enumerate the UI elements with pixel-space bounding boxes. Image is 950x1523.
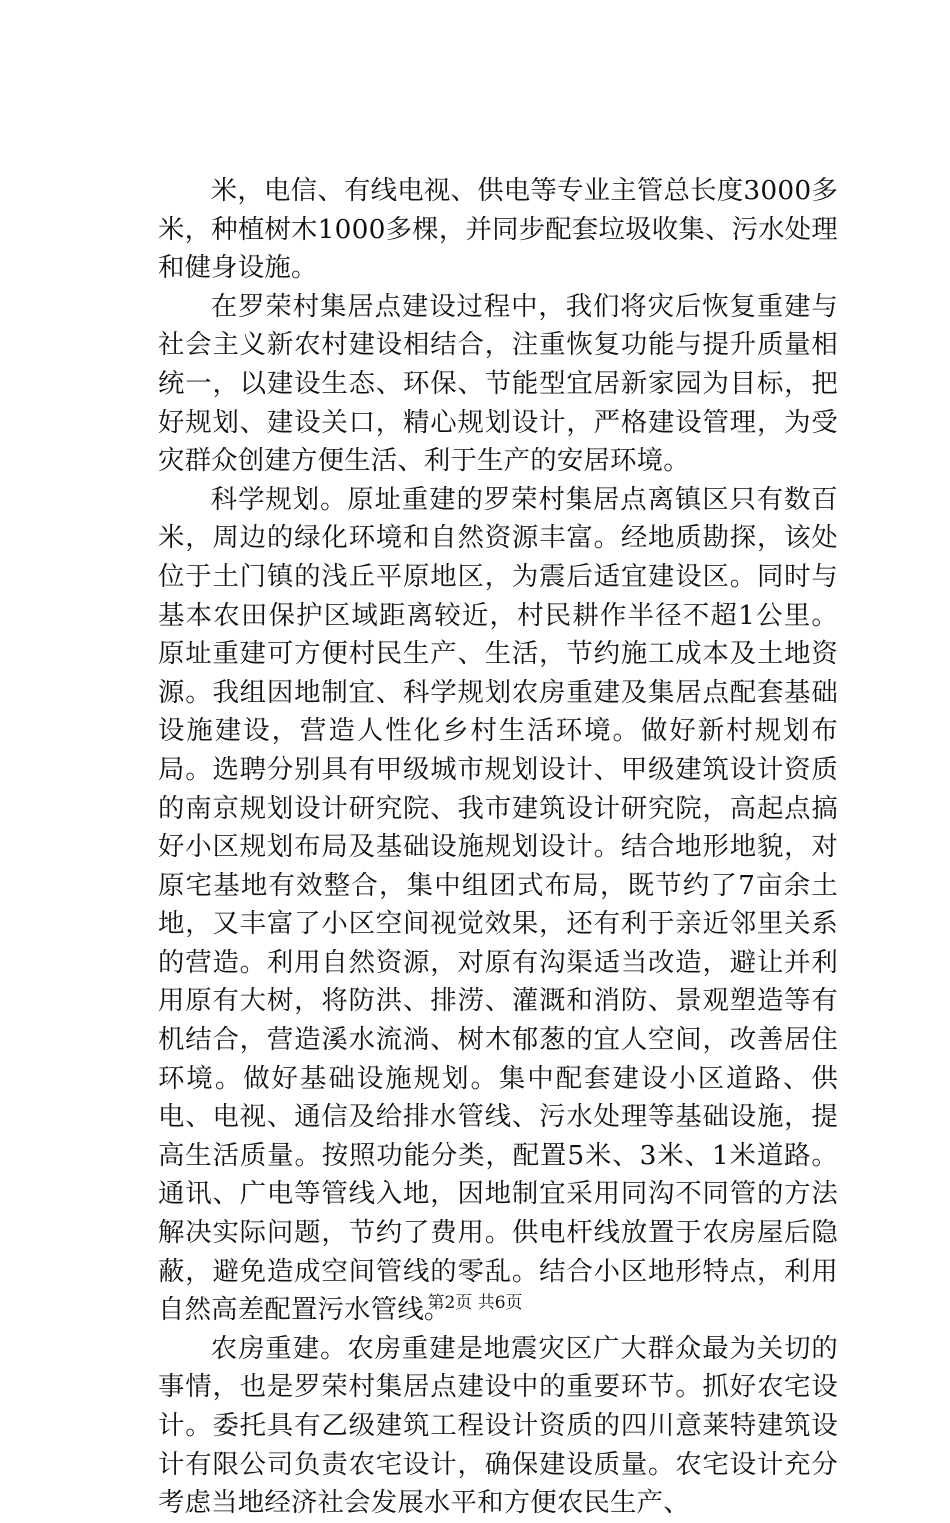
- paragraph-continuation: 米，电信、有线电视、供电等专业主管总长度3000多米，种植树木1000多棵，并同步配套垃圾收集、污水处理和健身设施。: [158, 175, 838, 284]
- paragraph-intro: 在罗荣村集居点建设过程中，我们将灾后恢复重建与社会主义新农村建设相结合，注重恢复功能与提升质量相统一，以建设生态、环保、节能型宜居新家园为目标，把好规划、建设关口，精心规划设计，严格建设管理，为受灾群众创建方便生活、利于生产的安居环境。: [158, 290, 838, 477]
- paragraph-scientific-planning: 科学规划。原址重建的罗荣村集居点离镇区只有数百米，周边的绿化环境和自然资源丰富。经地质勘探，该处位于土门镇的浅丘平原地区，为震后适宜建设区。同时与基本农田保护区域距离较近，村民耕作半径不超1公里。原址重建可方便村民生产、生活，节约施工成本及土地资源。我组因地制宜、科学规划农房重建及集居点配套基础设施建设，营造人性化乡村生活环境。做好新村规划布局。选聘分别具有甲级城市规划设计、甲级建筑设计资质的南京规划设计研究院、我市建筑设计研究院，高起点搞好小区规划布局及基础设施规划设计。结合地形地貌，对原宅基地有效整合，集中组团式布局，既节约了7亩余土地，又丰富了小区空间视觉效果，还有利于亲近邻里关系的营造。利用自然资源，对原有沟渠适当改造，避让并利用原有大树，将防洪、排涝、灌溉和消防、景观塑造等有机结合，营造溪水流淌、树木郁葱的宜人空间，改善居住环境。做好基础设施规划。集中配套建设小区道路、供电、电视、通信及给排水管线、污水处理等基础设施，提高生活质量。按照功能分类，配置5米、3米、1米道路。通讯、广电等管线入地，因地制宜采用同沟不同管的方法解决实际问题，节约了费用。供电杆线放置于农房屋后隐蔽，避免造成空间管线的零乱。结合小区地形特点，利用自然高差配置污水管线。: [158, 483, 838, 1326]
- paragraph-house-rebuilding: 农房重建。农房重建是地震灾区广大群众最为关切的事情，也是罗荣村集居点建设中的重要环节。抓好农宅设计。委托具有乙级建筑工程设计资质的四川意莱特建筑设计有限公司负责农宅设计，确保建设质量。农宅设计充分考虑当地经济社会发展水平和方便农民生产、: [158, 1332, 838, 1519]
- document-body: [158, 172, 838, 1523]
- page-number-footer: 第2页 共6页: [427, 1293, 523, 1313]
